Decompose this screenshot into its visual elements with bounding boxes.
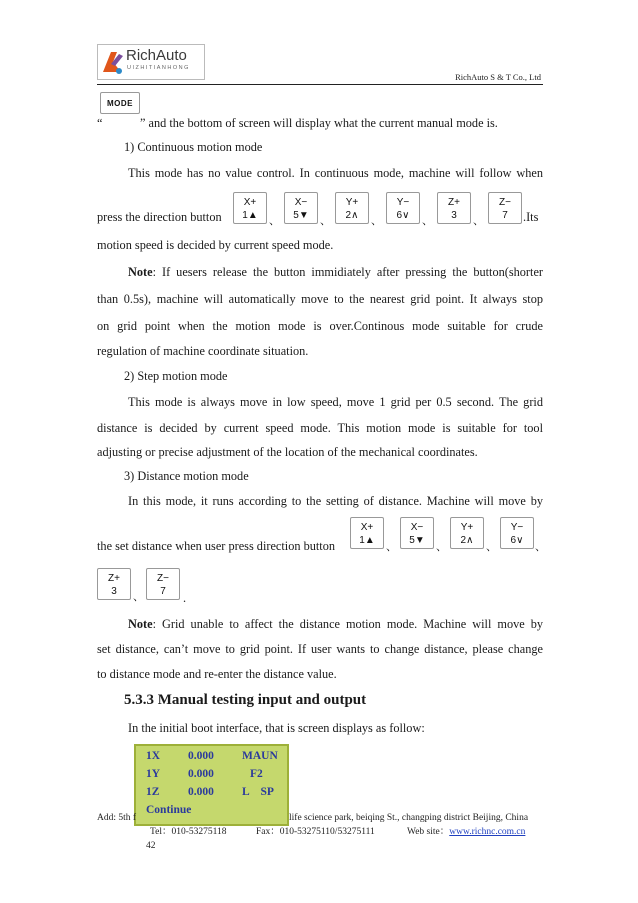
x-minus-key-icon: X− 5▼ bbox=[284, 192, 318, 224]
y-plus-key-icon: Y+ 2∧ bbox=[450, 517, 484, 549]
x-plus-key-icon: X+ 1▲ bbox=[350, 517, 384, 549]
item2-line1: This mode is always move in low speed, move 1 grid per 0.5 second. The grid bbox=[128, 395, 543, 409]
item3-line2: the set distance when user press direction button bbox=[97, 539, 336, 553]
logo-name: RichAuto bbox=[126, 47, 187, 64]
item3-line1: In this mode, it runs according to the setting of distance. Machine will move by bbox=[128, 494, 543, 508]
footer-address-start: Add: 5th f bbox=[97, 813, 137, 823]
website-link[interactable]: www.richnc.com.cn bbox=[449, 827, 526, 837]
logo-subtitle: UIZHITIANHONG bbox=[127, 65, 190, 71]
note2-label: Note bbox=[128, 617, 153, 631]
note1-line2: than 0.5s), machine will automatically move to the nearest grid point. It always stop bbox=[97, 292, 543, 306]
note1-label: Note bbox=[128, 265, 153, 279]
note1-line4: regulation of machine coordinate situation. bbox=[97, 344, 309, 358]
footer-address-end: life science park, beiqing St., changping district Beijing, China bbox=[289, 813, 529, 823]
item1-para-line2-end: .Its bbox=[523, 210, 539, 224]
item2-line3: adjusting or precise adjustment of the location of the mechanical coordinates. bbox=[97, 445, 478, 459]
section-heading: 5.3.3 Manual testing input and output bbox=[124, 692, 367, 708]
mode-key-icon: MODE bbox=[100, 92, 140, 114]
section-intro: In the initial boot interface, that is screen displays as follow: bbox=[128, 721, 425, 735]
open-quote: “ bbox=[97, 116, 103, 130]
note1-line3: on grid point when the motion mode is over.Continous mode suitable for crude bbox=[97, 319, 543, 333]
item2-title: 2) Step motion mode bbox=[124, 369, 228, 383]
note2-line2: set distance, can’t move to grid point. If user wants to change distance, please change bbox=[97, 642, 543, 656]
y-minus-key-icon: Y− 6∨ bbox=[500, 517, 534, 549]
z-plus-key-icon: Z+ 3 bbox=[437, 192, 471, 224]
y-minus-key-icon: Y− 6∨ bbox=[386, 192, 420, 224]
x-minus-key-icon: X− 5▼ bbox=[400, 517, 434, 549]
footer-tel: Tel：010-53275118 bbox=[150, 827, 227, 837]
page-number: 42 bbox=[146, 841, 156, 851]
company-name: RichAuto S & T Co., Ltd bbox=[455, 72, 541, 82]
z-minus-key-icon: Z− 7 bbox=[488, 192, 522, 224]
header-divider bbox=[97, 84, 543, 85]
lcd-display: 1X 0.000 MAUN 1Y 0.000 F2 1Z 0.000 L SP Continue bbox=[134, 744, 289, 826]
item1-para-line2-start: press the direction button bbox=[97, 210, 222, 224]
y-plus-key-icon: Y+ 2∧ bbox=[335, 192, 369, 224]
note2-line1: Note: Grid unable to affect the distance motion mode. Machine will move by bbox=[128, 617, 543, 631]
item1-para-line3: motion speed is decided by current speed mode. bbox=[97, 238, 334, 252]
item1-para-line1: This mode has no value control. In continuous mode, machine will follow when bbox=[128, 166, 543, 180]
z-plus-key-icon: Z+ 3 bbox=[97, 568, 131, 600]
note2-line3: to distance mode and re-enter the distance value. bbox=[97, 667, 337, 681]
x-plus-key-icon: X+ 1▲ bbox=[233, 192, 267, 224]
mode-line-text: ” and the bottom of screen will display what the current manual mode is. bbox=[140, 116, 498, 130]
item3-title: 3) Distance motion mode bbox=[124, 469, 249, 483]
item2-line2: distance is decided by current speed mode. This motion mode is suitable for tool bbox=[97, 421, 543, 435]
footer-website: Web site：www.richnc.com.cn bbox=[407, 827, 526, 837]
item1-title: 1) Continuous motion mode bbox=[124, 140, 263, 154]
z-minus-key-icon: Z− 7 bbox=[146, 568, 180, 600]
footer-fax: Fax：010-53275110/53275111 bbox=[256, 827, 375, 837]
note1-line1: Note: If uesers release the button immidiately after pressing the button(shorter bbox=[128, 265, 543, 279]
